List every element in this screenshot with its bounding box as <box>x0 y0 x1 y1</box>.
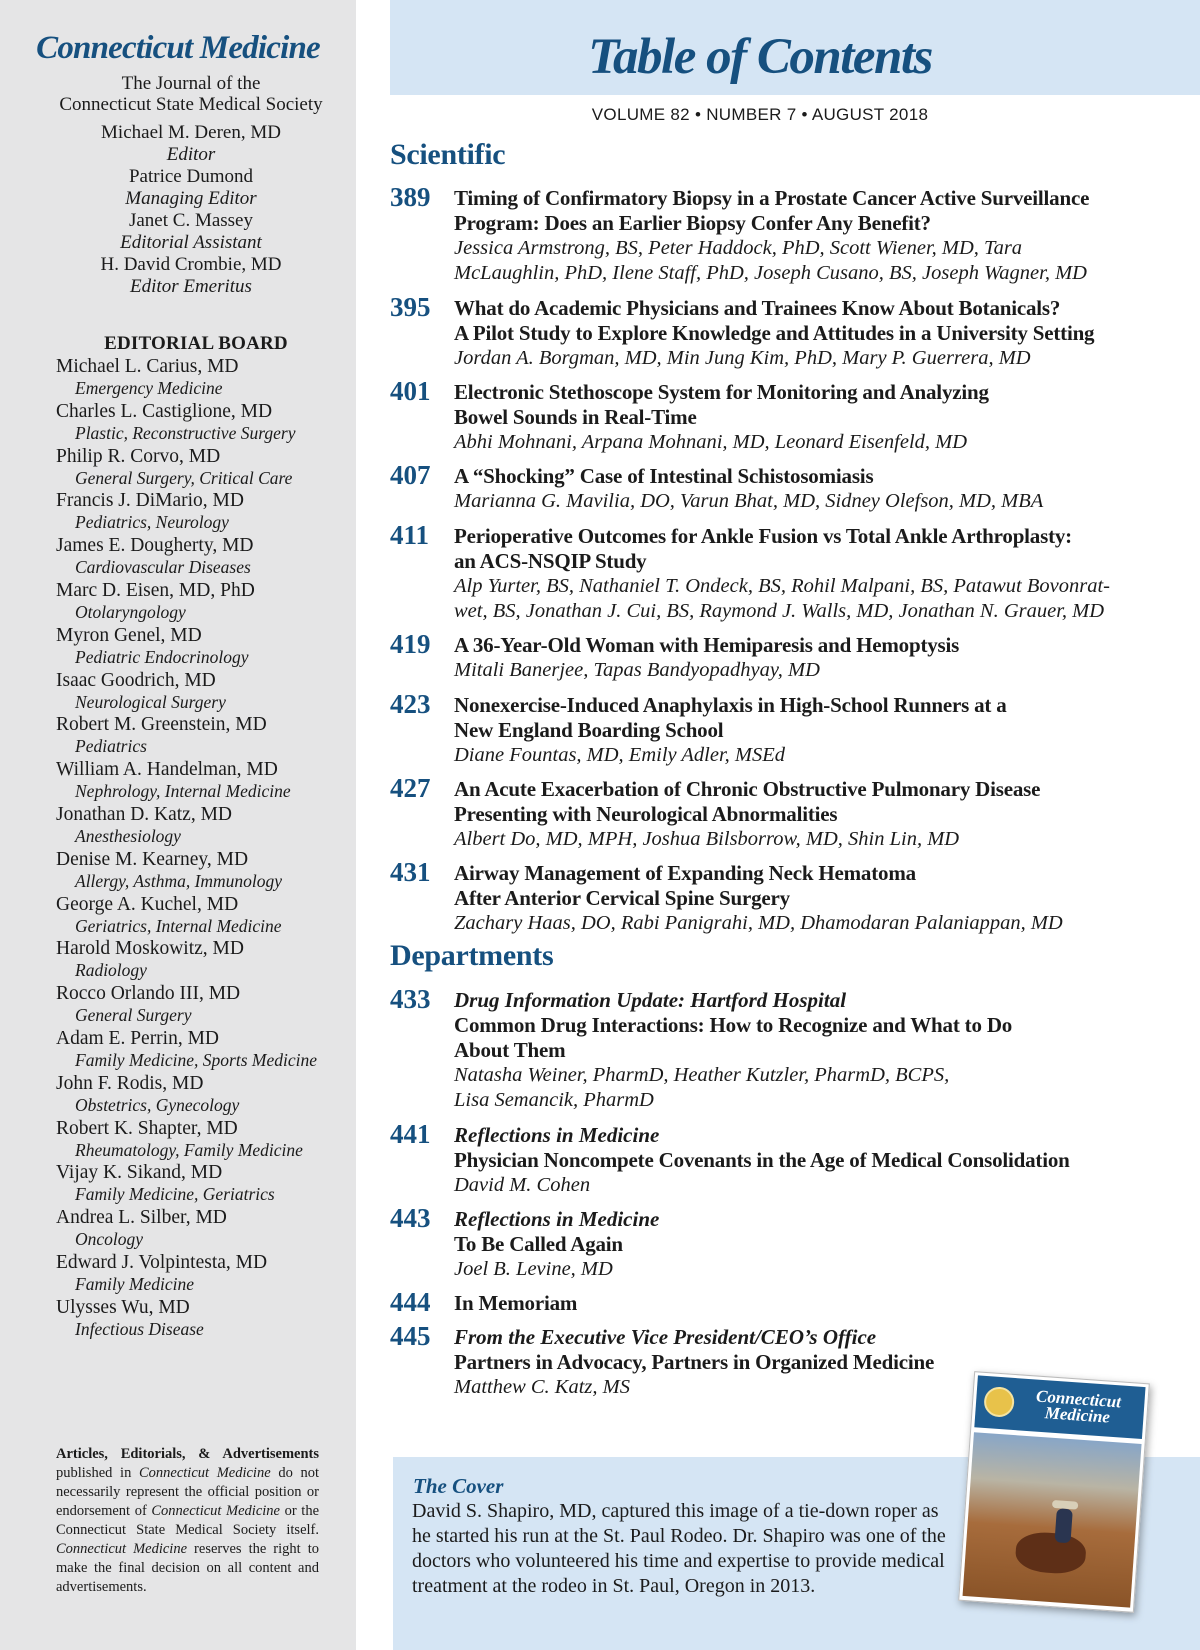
page-number: 395 <box>390 292 431 322</box>
board-member-specialty: Oncology <box>75 1229 144 1250</box>
board-member <box>56 400 356 445</box>
board-member-name: George A. Kuchel, MD <box>56 893 239 915</box>
board-member-name: Michael L. Carius, MD <box>56 356 239 377</box>
board-member-name: Edward J. Volpintesta, MD <box>56 1251 268 1273</box>
article-authors: Natasha Weiner, PharmD, Heather Kutzler, PharmD, BCPS, <box>454 1064 950 1086</box>
board-member-specialty: Infectious Disease <box>75 1318 204 1339</box>
board-member-specialty: Pediatrics <box>75 736 147 757</box>
article-authors: Joel B. Levine, MD <box>454 1258 613 1280</box>
article-title: Physician Noncompete Covenants in the Age of Medical Consolidation <box>454 1148 1070 1172</box>
board-member <box>56 803 356 848</box>
board-member-specialty: Emergency Medicine <box>75 378 223 398</box>
disclaimer-text: or the Connecticut State Medical Society itself. <box>56 1503 319 1538</box>
section-heading: Scientific <box>390 138 506 171</box>
masthead-name: Janet C. Massey <box>128 210 253 231</box>
cover-thumbnail-title: Connecticut Medicine <box>1035 1386 1122 1427</box>
board-member-specialty: General Surgery <box>75 1005 192 1026</box>
board-member-specialty: Nephrology, Internal Medicine <box>75 781 291 802</box>
masthead-name: Michael M. Deren, MD <box>101 122 281 143</box>
cover-caption: David S. Shapiro, MD, captured this image of a tie-down roper as he started his run at the St. Paul Rodeo. Dr. Shapiro was one of the doctors who volunteered his time and expertise to provide medical treatment at the rodeo in St. Paul, Oregon in 2013. <box>412 1500 946 1597</box>
board-member-name: Myron Genel, MD <box>56 624 202 646</box>
masthead-role: Managing Editor <box>125 188 257 209</box>
department-kicker: Reflections in Medicine <box>454 1207 660 1231</box>
board-member-name: William A. Handelman, MD <box>56 759 278 781</box>
board-member <box>56 1206 356 1251</box>
entry-body <box>454 1123 1164 1198</box>
board-member <box>56 445 356 490</box>
article-authors: Marianna G. Mavilia, DO, Varun Bhat, MD, Sidney Olefson, MD, MBA <box>454 490 1044 512</box>
article-authors: Albert Do, MD, MPH, Joshua Bilsborrow, MD, Shin Lin, MD <box>454 828 960 850</box>
board-member <box>56 713 356 758</box>
board-member <box>56 758 356 803</box>
article-title: Bowel Sounds in Real-Time <box>454 405 697 429</box>
journal-subtitle <box>0 73 382 115</box>
disclaimer-lead: Articles, Editorials, & Advertisements <box>56 1446 319 1462</box>
page-number: 444 <box>390 1287 431 1317</box>
editorial-board-list <box>56 355 356 1341</box>
entry-body <box>454 380 1164 455</box>
article-authors: Alp Yurter, BS, Nathaniel T. Ondeck, BS, Rohil Malpani, BS, Patawut Bovonrat- <box>454 575 1110 597</box>
board-member-specialty: General Surgery, Critical Care <box>75 467 293 488</box>
board-member-name: James E. Dougherty, MD <box>56 535 254 557</box>
article-authors: Diane Fountas, MD, Emily Adler, MSEd <box>454 744 785 766</box>
journal-name: Connecticut Medicine <box>36 30 320 66</box>
board-member-name: Jonathan D. Katz, MD <box>56 803 233 825</box>
article-authors: McLaughlin, PhD, Ilene Staff, PhD, Joseph Cusano, BS, Joseph Wagner, MD <box>454 262 1087 284</box>
article-title: Program: Does an Earlier Biopsy Confer Any Benefit? <box>454 211 931 235</box>
board-member-name: Rocco Orlando III, MD <box>56 983 241 1005</box>
board-member-specialty: Geriatrics, Internal Medicine <box>75 915 282 936</box>
article-authors: Abhi Mohnani, Arpana Mohnani, MD, Leonard Eisenfeld, MD <box>454 431 968 453</box>
board-member-name: Andrea L. Silber, MD <box>56 1207 227 1229</box>
board-member <box>56 579 356 624</box>
article-title: A “Shocking” Case of Intestinal Schistosomiasis <box>454 464 874 488</box>
masthead <box>0 122 382 298</box>
entry-body <box>454 988 1164 1113</box>
board-member-name: John F. Rodis, MD <box>56 1072 204 1094</box>
department-kicker: From the Executive Vice President/CEO’s Office <box>454 1325 877 1349</box>
page-number: 441 <box>390 1119 431 1149</box>
cover-thumbnail <box>958 1371 1150 1613</box>
board-member <box>56 848 356 893</box>
article-title: Nonexercise-Induced Anaphylaxis in High-School Runners at a <box>454 693 1007 717</box>
entry-body <box>454 633 1164 683</box>
department-kicker: Drug Information Update: Hartford Hospital <box>454 988 847 1012</box>
page-number: 411 <box>390 520 430 550</box>
page-number: 445 <box>390 1321 431 1351</box>
board-member <box>56 982 356 1027</box>
article-authors: Jordan A. Borgman, MD, Min Jung Kim, PhD, Mary P. Guerrera, MD <box>454 347 1031 369</box>
masthead-role: Editorial Assistant <box>120 232 262 253</box>
board-member <box>56 669 356 714</box>
disclaimer <box>56 1445 319 1597</box>
page-number: 401 <box>390 376 431 406</box>
board-member-specialty: Family Medicine, Sports Medicine <box>75 1049 318 1070</box>
board-member-name: Francis J. DiMario, MD <box>56 490 244 512</box>
section-heading: Departments <box>390 939 554 972</box>
entry-body <box>454 464 1164 514</box>
board-member-name: Isaac Goodrich, MD <box>56 669 216 691</box>
page-number: 419 <box>390 629 431 659</box>
society-seal-icon <box>983 1386 1015 1418</box>
toc-header-band <box>390 0 1200 95</box>
board-member-specialty: Otolaryngology <box>75 601 186 622</box>
board-member-specialty: Rheumatology, Family Medicine <box>75 1139 303 1160</box>
article-title: A 36-Year-Old Woman with Hemiparesis and Hemoptysis <box>454 633 960 657</box>
article-authors: Matthew C. Katz, MS <box>454 1376 630 1398</box>
page-title: Table of Contents <box>588 29 932 85</box>
board-member-specialty: Neurological Surgery <box>75 691 226 712</box>
masthead-name: Patrice Dumond <box>128 166 253 187</box>
article-title: Perioperative Outcomes for Ankle Fusion vs Total Ankle Arthroplasty: <box>454 524 1072 548</box>
board-member-specialty: Pediatric Endocrinology <box>75 646 249 667</box>
disclaimer-text: published in <box>56 1465 139 1481</box>
issue-info: VOLUME 82 • NUMBER 7 • AUGUST 2018 <box>591 105 929 124</box>
board-member-name: Robert M. Greenstein, MD <box>56 714 267 736</box>
entry-body <box>454 861 1164 936</box>
article-authors: Zachary Haas, DO, Rabi Panigrahi, MD, Dhamodaran Palaniappan, MD <box>454 912 1063 934</box>
board-member <box>56 937 356 982</box>
entry-body <box>454 1291 1164 1316</box>
entry-body <box>454 296 1164 371</box>
journal-subtitle-line: Connecticut State Medical Society <box>59 94 323 115</box>
board-member-specialty: Anesthesiology <box>75 825 181 846</box>
board-member <box>56 1161 356 1206</box>
masthead-name: H. David Crombie, MD <box>100 254 282 275</box>
entry-body <box>454 777 1164 852</box>
article-title: Timing of Confirmatory Biopsy in a Prostate Cancer Active Surveillance <box>454 186 1090 210</box>
disclaimer-text: reserves the right to make the final decision on all content and advertisements. <box>56 1541 319 1595</box>
board-member <box>56 1027 356 1072</box>
page-number: 407 <box>390 460 431 490</box>
editorial-board-heading: EDITORIAL BOARD <box>104 333 288 354</box>
article-title: About Them <box>454 1038 566 1062</box>
board-member-specialty: Cardiovascular Diseases <box>75 557 251 578</box>
board-member-specialty: Allergy, Asthma, Immunology <box>75 870 283 891</box>
article-title: What do Academic Physicians and Trainees Know About Botanicals? <box>454 296 1061 320</box>
cover-heading: The Cover <box>413 1474 504 1498</box>
article-title: After Anterior Cervical Spine Surgery <box>454 886 790 910</box>
disclaimer-journal: Connecticut Medicine <box>56 1541 188 1557</box>
board-member-specialty: Radiology <box>75 960 147 981</box>
article-authors: wet, BS, Jonathan J. Cui, BS, Raymond J. Walls, MD, Jonathan N. Grauer, MD <box>454 600 1105 622</box>
article-title: Partners in Advocacy, Partners in Organized Medicine <box>454 1350 935 1374</box>
board-member <box>56 1251 356 1296</box>
article-title: an ACS-NSQIP Study <box>454 549 647 573</box>
journal-subtitle-line: The Journal of the <box>121 73 261 94</box>
board-member-name: Robert K. Shapter, MD <box>56 1117 238 1139</box>
article-title: To Be Called Again <box>454 1232 623 1256</box>
disclaimer-journal: Connecticut Medicine <box>138 1465 271 1481</box>
article-authors: Lisa Semancik, PharmD <box>454 1089 654 1111</box>
masthead-role: Editor <box>166 144 216 165</box>
article-title: New England Boarding School <box>454 718 724 742</box>
entry-body <box>454 693 1164 768</box>
article-title: Electronic Stethoscope System for Monitoring and Analyzing <box>454 380 989 404</box>
rodeo-photo <box>963 1432 1142 1607</box>
board-member-name: Denise M. Kearney, MD <box>56 848 249 870</box>
page-number: 431 <box>390 857 431 887</box>
page-number: 389 <box>390 182 431 212</box>
page-number: 433 <box>390 984 431 1014</box>
article-title: A Pilot Study to Explore Knowledge and Attitudes in a University Setting <box>454 321 1095 345</box>
board-member-name: Ulysses Wu, MD <box>56 1296 190 1318</box>
article-title: In Memoriam <box>454 1291 578 1315</box>
board-member <box>56 489 356 534</box>
page-number: 427 <box>390 773 431 803</box>
board-member-specialty: Family Medicine <box>75 1273 195 1294</box>
cover-thumbnail-banner <box>974 1375 1145 1439</box>
rider-shape <box>1055 1508 1073 1543</box>
article-authors: Jessica Armstrong, BS, Peter Haddock, PhD, Scott Wiener, MD, Tara <box>454 237 1023 259</box>
board-member <box>56 355 356 400</box>
board-member <box>56 624 356 669</box>
editorial-sidebar <box>0 0 356 1650</box>
board-member-name: Charles L. Castiglione, MD <box>56 400 273 422</box>
board-member <box>56 1117 356 1162</box>
article-authors: David M. Cohen <box>454 1174 591 1196</box>
article-title: Airway Management of Expanding Neck Hematoma <box>454 861 916 885</box>
board-member-name: Adam E. Perrin, MD <box>56 1027 220 1049</box>
entry-body <box>454 186 1164 286</box>
article-title: Common Drug Interactions: How to Recognize and What to Do <box>454 1013 1013 1037</box>
board-member <box>56 534 356 579</box>
board-member-name: Vijay K. Sikand, MD <box>56 1162 223 1184</box>
board-member-name: Philip R. Corvo, MD <box>56 445 221 467</box>
article-authors: Mitali Banerjee, Tapas Bandyopadhyay, MD <box>454 659 820 681</box>
page-number: 423 <box>390 689 431 719</box>
board-member-specialty: Plastic, Reconstructive Surgery <box>75 422 296 443</box>
board-member-specialty: Pediatrics, Neurology <box>75 512 229 533</box>
department-kicker: Reflections in Medicine <box>454 1123 660 1147</box>
masthead-role: Editor Emeritus <box>130 276 252 297</box>
article-title: An Acute Exacerbation of Chronic Obstructive Pulmonary Disease <box>454 777 1041 801</box>
board-member-specialty: Family Medicine, Geriatrics <box>75 1184 275 1205</box>
board-member <box>56 1072 356 1117</box>
board-member <box>56 1296 356 1341</box>
article-title: Presenting with Neurological Abnormalities <box>454 802 838 826</box>
page-number: 443 <box>390 1203 431 1233</box>
board-member <box>56 893 356 938</box>
horse-shape <box>1014 1531 1087 1576</box>
board-member-name: Harold Moskowitz, MD <box>56 938 244 960</box>
disclaimer-text: do not necessarily represent the official position or endorsement of <box>56 1465 319 1519</box>
entry-body <box>454 1207 1164 1282</box>
board-member-specialty: Obstetrics, Gynecology <box>75 1094 240 1115</box>
entry-body <box>454 524 1164 624</box>
board-member-name: Marc D. Eisen, MD, PhD <box>56 579 255 601</box>
disclaimer-journal: Connecticut Medicine <box>151 1503 280 1519</box>
